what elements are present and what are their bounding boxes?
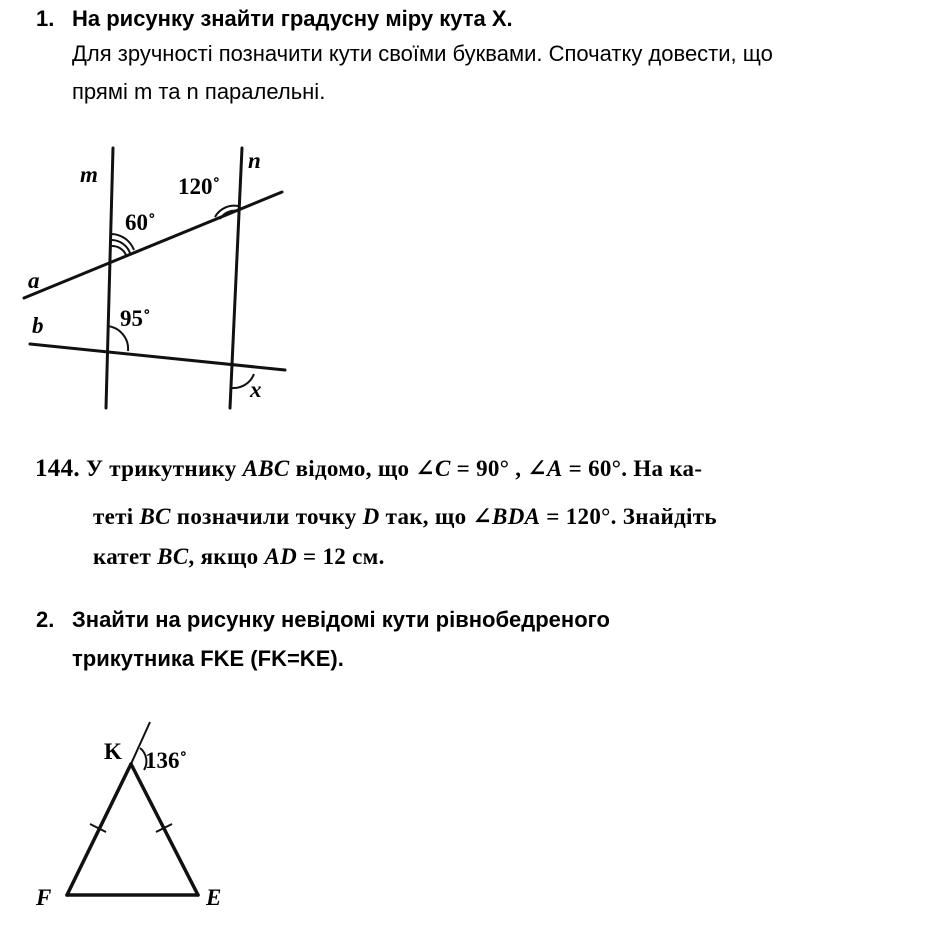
problem144-var: ABC (242, 456, 290, 481)
problem144-text: так, що (379, 504, 473, 529)
problem144-text: відомо, що (289, 456, 416, 481)
task1-number: 1. (36, 6, 55, 31)
line-n (230, 148, 242, 408)
angle-60-label: 60˚ (125, 210, 156, 235)
problem144-text: У трикутнику (86, 456, 243, 481)
label-n: n (248, 148, 261, 173)
problem144-line3 (93, 536, 385, 578)
problem144-text: позначили точку (170, 504, 363, 529)
task1-text-line2: прямі m та n паралельні. (72, 79, 326, 104)
label-b: b (32, 313, 44, 338)
angle-95-label: 95˚ (120, 306, 151, 331)
task1-text-line1: Для зручності позначити кути своїми буквами. Спочатку довести, що (72, 41, 773, 66)
problem144-var: BC (157, 544, 189, 569)
problem144-var: ∠BDA (472, 504, 541, 529)
problem144-var: ∠C (415, 456, 451, 481)
problem144-line1 (35, 448, 702, 490)
line-b (30, 344, 285, 370)
problem144-text: = 120°. Знайдіть (540, 504, 717, 529)
figure1-parallel-lines (0, 130, 330, 420)
problem144-var: ∠A (527, 456, 563, 481)
label-e: E (206, 885, 222, 910)
label-x: x (250, 377, 262, 402)
problem144-text: , якщо (188, 544, 265, 569)
problem144-line2 (93, 496, 717, 538)
label-k: K (104, 739, 122, 764)
figure2-isosceles-triangle (20, 712, 280, 922)
problem144-text: = 90° , (450, 456, 528, 481)
problem144-text: = 60°. На ка- (562, 456, 703, 481)
problem144-text: теті (93, 504, 140, 529)
task2-title-line1: Знайти на рисунку невідомі кути рівнобедреного (72, 607, 610, 632)
angle-120-label: 120˚ (178, 174, 221, 199)
problem144-var: D (362, 504, 380, 529)
label-m: m (80, 162, 98, 187)
label-a: a (28, 268, 40, 293)
line-a (24, 192, 282, 298)
problem144-var: BC (139, 504, 171, 529)
problem144-var: AD (264, 544, 297, 569)
label-f: F (36, 885, 52, 910)
angle-136-label: 136˚ (145, 748, 188, 773)
problem144-text: катет (93, 544, 158, 569)
problem144-number: 144. (35, 455, 80, 482)
line-m (106, 148, 113, 408)
task2-number: 2. (36, 607, 55, 632)
task2-title-line2: трикутника FKE (FK=KE). (72, 646, 344, 671)
problem144-text: = 12 см. (297, 544, 385, 569)
task1-title: На рисунку знайти градусну міру кута X. (72, 6, 513, 31)
side-ke (131, 764, 198, 895)
